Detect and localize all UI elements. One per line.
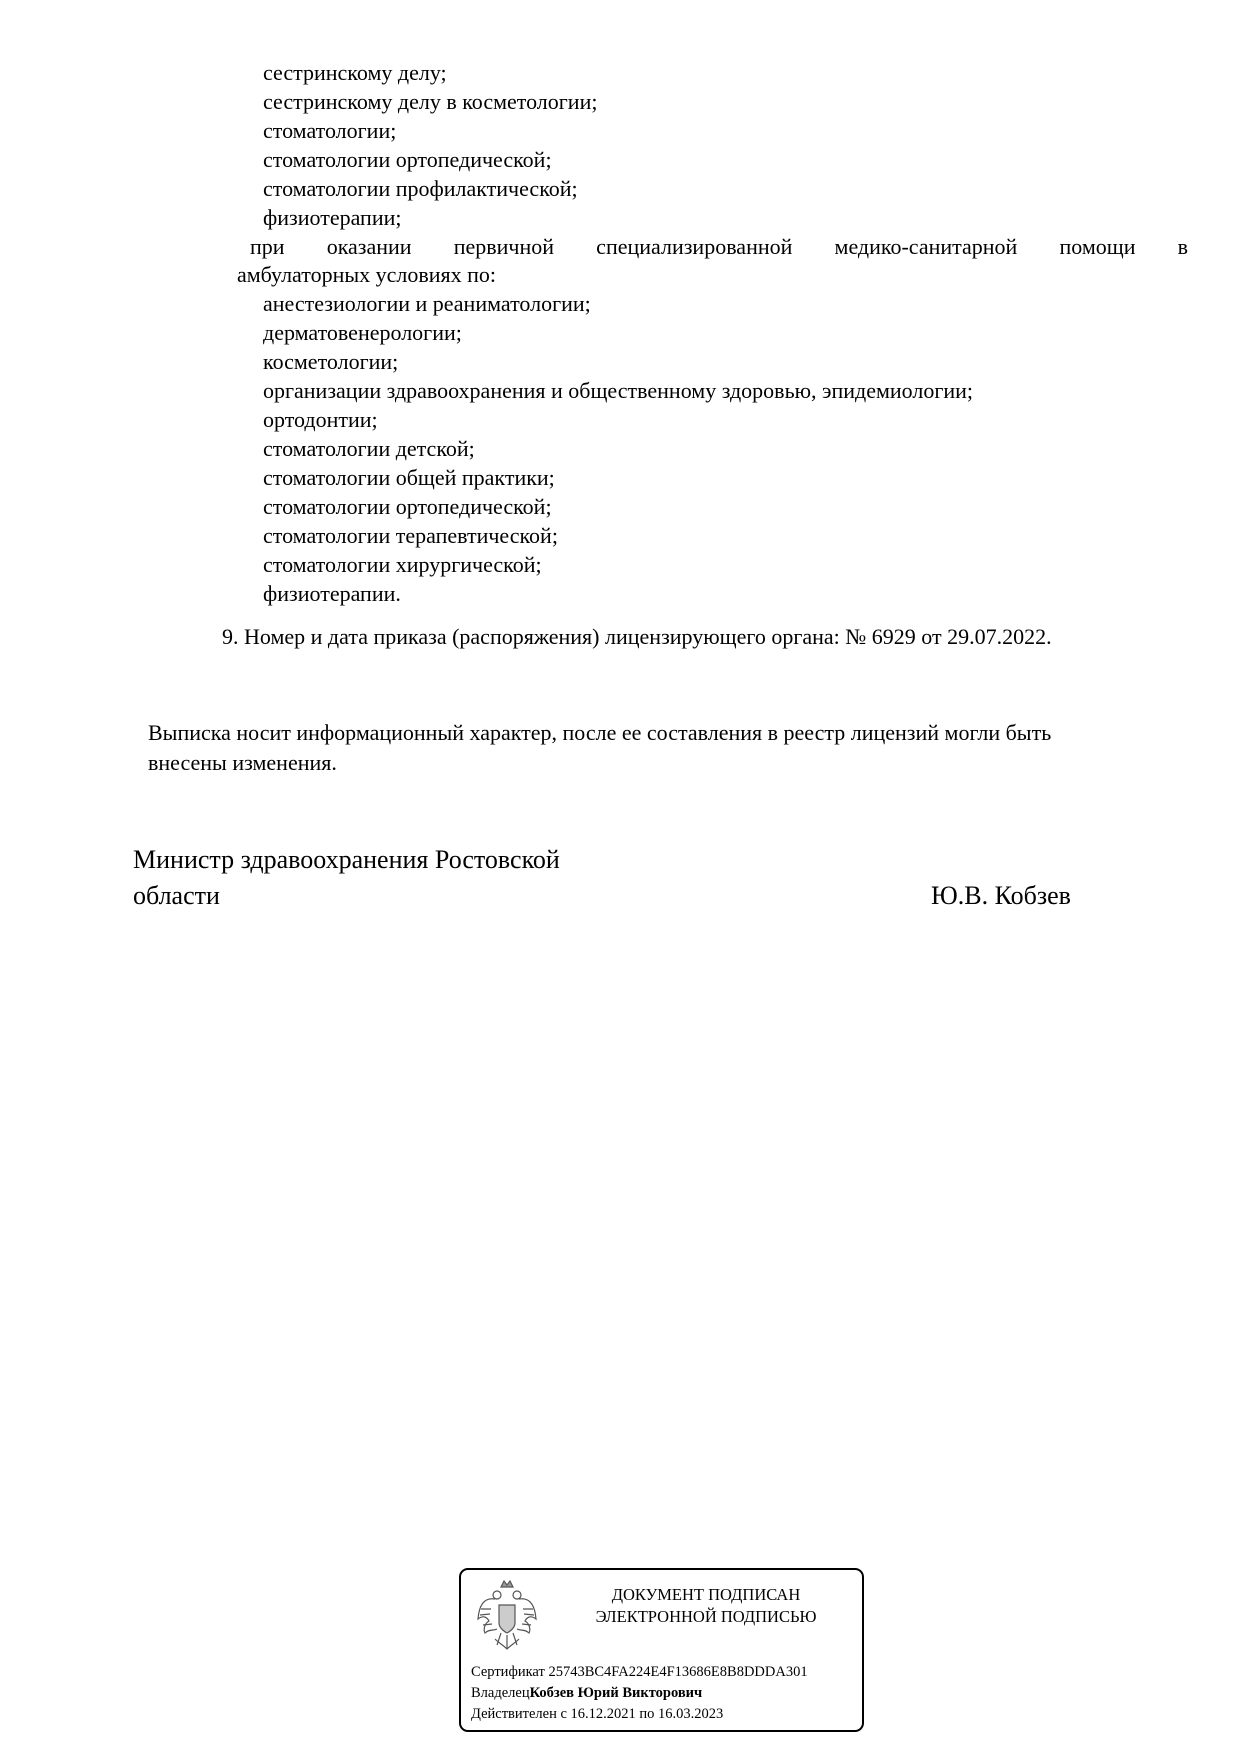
list-item: сестринскому делу; — [263, 60, 447, 85]
list-item: стоматологии ортопедической; — [263, 147, 552, 172]
list-item: анестезиологии и реаниматологии; — [263, 291, 591, 316]
list-item: физиотерапии; — [263, 205, 402, 230]
certificate-label: Сертификат — [471, 1664, 545, 1680]
stamp-title-line1: ДОКУМЕНТ ПОДПИСАН — [611, 1585, 801, 1604]
list-item: стоматологии детской; — [263, 436, 475, 461]
note-line1: Выписка носит информационный характер, после ее составления в реестр лицензий могли быть — [148, 720, 1052, 745]
list-item: физиотерапии. — [263, 581, 401, 606]
list-item: организации здравоохранения и общественному здоровью, эпидемиологии; — [263, 378, 974, 403]
list-item: косметологии; — [263, 349, 399, 374]
stamp-title-line2: ЭЛЕКТРОННОЙ ПОДПИСЬЮ — [595, 1607, 817, 1626]
list-item: сестринскому делу в косметологии; — [263, 89, 598, 114]
owner-label: Владелец — [471, 1685, 530, 1701]
list-item: стоматологии ортопедической; — [263, 494, 552, 519]
list-item: стоматологии терапевтической; — [263, 523, 558, 548]
signatory-name: Ю.В. Кобзев — [931, 881, 1071, 910]
list-item: стоматологии хирургической; — [263, 552, 542, 577]
item-9-order-number: 9. Номер и дата приказа (распоряжения) лицензирующего органа: № 6929 от 29.07.2022. — [222, 624, 1052, 649]
certificate-value: 25743BC4FA224E4F13686E8B8DDDA301 — [548, 1664, 808, 1680]
ambulatory-intro-line1: при оказании первичной специализированной медико-санитарной помощи в — [250, 234, 1188, 259]
list-item: ортодонтии; — [263, 407, 378, 432]
signatory-position-line2: области — [133, 881, 220, 910]
signatory-position-line1: Министр здравоохранения Ростовской — [133, 845, 560, 874]
stamp-owner — [471, 1683, 702, 1703]
list-item: стоматологии общей практики; — [263, 465, 555, 490]
ambulatory-intro-line2: амбулаторных условиях по: — [237, 262, 497, 287]
stamp-certificate — [471, 1662, 808, 1682]
electronic-signature-stamp — [459, 1568, 864, 1732]
owner-value: Кобзев Юрий Викторович — [529, 1685, 703, 1701]
russian-coat-of-arms-icon — [475, 1579, 539, 1655]
list-item: стоматологии профилактической; — [263, 176, 578, 201]
list-item: стоматологии; — [263, 118, 397, 143]
note-line2: внесены изменения. — [148, 750, 337, 775]
stamp-validity: Действителен с 16.12.2021 по 16.03.2023 — [471, 1706, 724, 1722]
list-item: дерматовенерологии; — [263, 320, 462, 345]
